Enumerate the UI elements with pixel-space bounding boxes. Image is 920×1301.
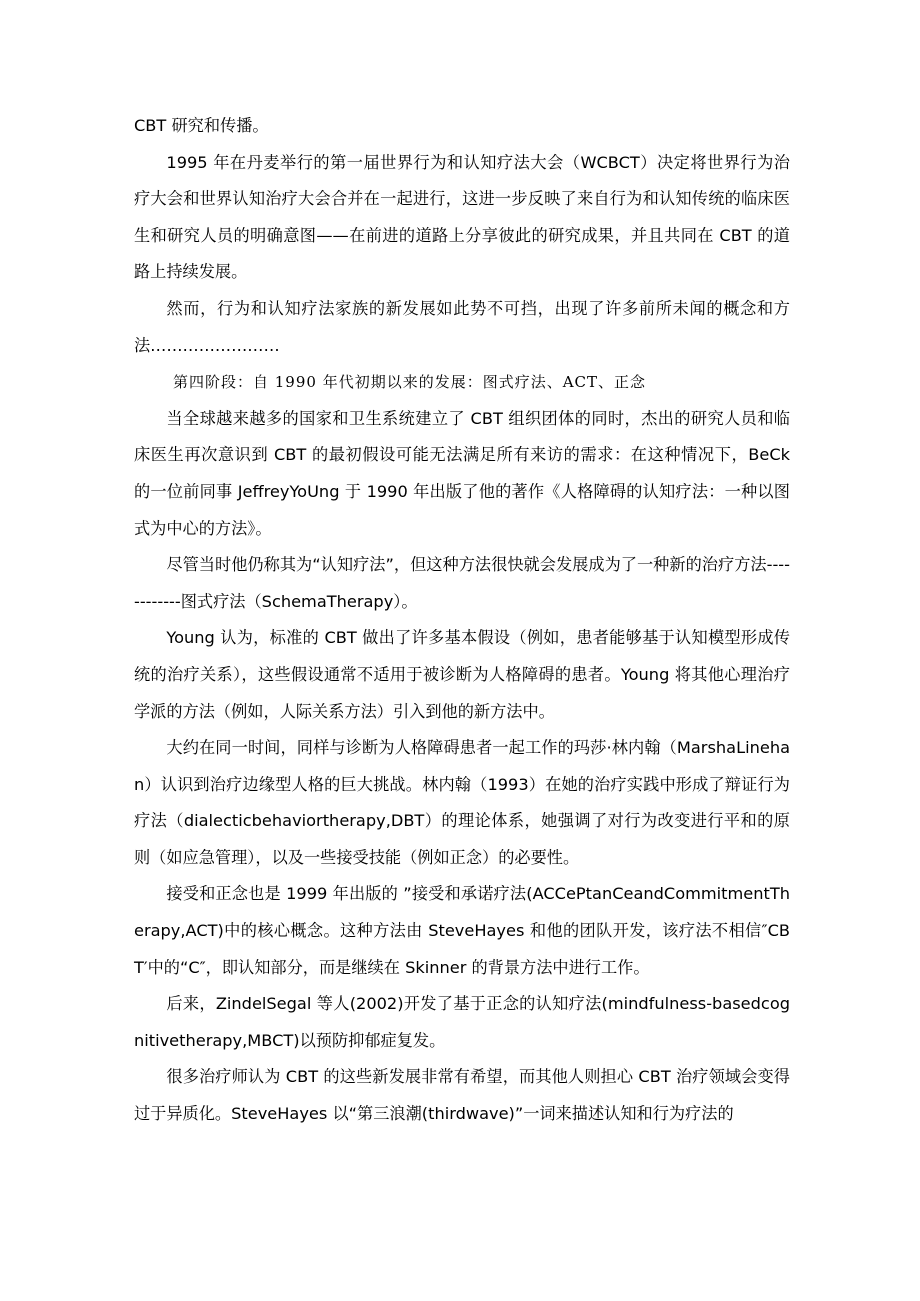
document-page <box>134 108 790 1133</box>
paragraph-linehan-dbt: 大约在同一时间，同样与诊断为人格障碍患者一起工作的玛莎·林内翰（MarshaLinehan）认识到治疗边缘型人格的巨大挑战。林内翰（1993）在她的治疗实践中形成了辩证行为疗法（dialecticbehaviortherapy,DBT）的理论体系，她强调了对行为改变进行平和的原则（如应急管理），以及一些接受技能（例如正念）的必要性。 <box>134 738 790 867</box>
paragraph-act: 接受和正念也是 1999 年出版的 ”接受和承诺疗法(ACCePtanCeandCommitmentTherapy,ACT)中的核心概念。这种方法由 SteveHayes 和他的团队开发，该疗法不相信″CBT′中的“C″，即认知部分，而是继续在 Skinner 的背景方法中进行工作。 <box>134 884 790 977</box>
paragraph-new-developments: 然而，行为和认知疗法家族的新发展如此势不可挡，出现了许多前所未闻的概念和方法…………………… <box>134 298 790 355</box>
section-heading-stage-four: 第四阶段：自 1990 年代初期以来的发展：图式疗法、ACT、正念 <box>173 373 647 392</box>
paragraph-schema-therapy: 尽管当时他仍称其为“认知疗法”，但这种方法很快就会发展成为了一种新的治疗方法------------图式疗法（SchemaTherapy）。 <box>134 555 790 611</box>
paragraph-wcbct-1995: 1995 年在丹麦举行的第一届世界行为和认知疗法大会（WCBCT）决定将世界行为治疗大会和世界认知治疗大会合并在一起进行，这进一步反映了来自行为和认知传统的临床医生和研究人员的明确意图——在前进的道路上分享彼此的研究成果，并且共同在 CBT 的道路上持续发展。 <box>134 152 790 282</box>
paragraph-cbt-research: CBT 研究和传播。 <box>134 116 269 135</box>
paragraph-young-assumptions: Young 认为，标准的 CBT 做出了许多基本假设（例如，患者能够基于认知模型形成传统的治疗关系），这些假设通常不适用于被诊断为人格障碍的患者。Young 将其他心理治疗学派的方法（例如，人际关系方法）引入到他的新方法中。 <box>134 628 790 721</box>
paragraph-mbct: 后来，ZindelSegal 等人(2002)开发了基于正念的认知疗法(mindfulness-basedcognitivetherapy,MBCT)以预防抑郁症复发。 <box>134 994 790 1050</box>
paragraph-third-wave: 很多治疗师认为 CBT 的这些新发展非常有希望，而其他人则担心 CBT 治疗领域会变得过于异质化。SteveHayes 以“第三浪潮(thirdwave)”一词来描述认知和行为疗法的 <box>134 1067 790 1124</box>
paragraph-jeffrey-young: 当全球越来越多的国家和卫生系统建立了 CBT 组织团体的同时，杰出的研究人员和临床医生再次意识到 CBT 的最初假设可能无法满足所有来访的需求：在这种情况下，BeCk 的一位前同事 JeffreyYoUng 于 1990 年出版了他的著作《人格障碍的认知疗法：一种以图式为中心的方法》。 <box>134 408 790 538</box>
